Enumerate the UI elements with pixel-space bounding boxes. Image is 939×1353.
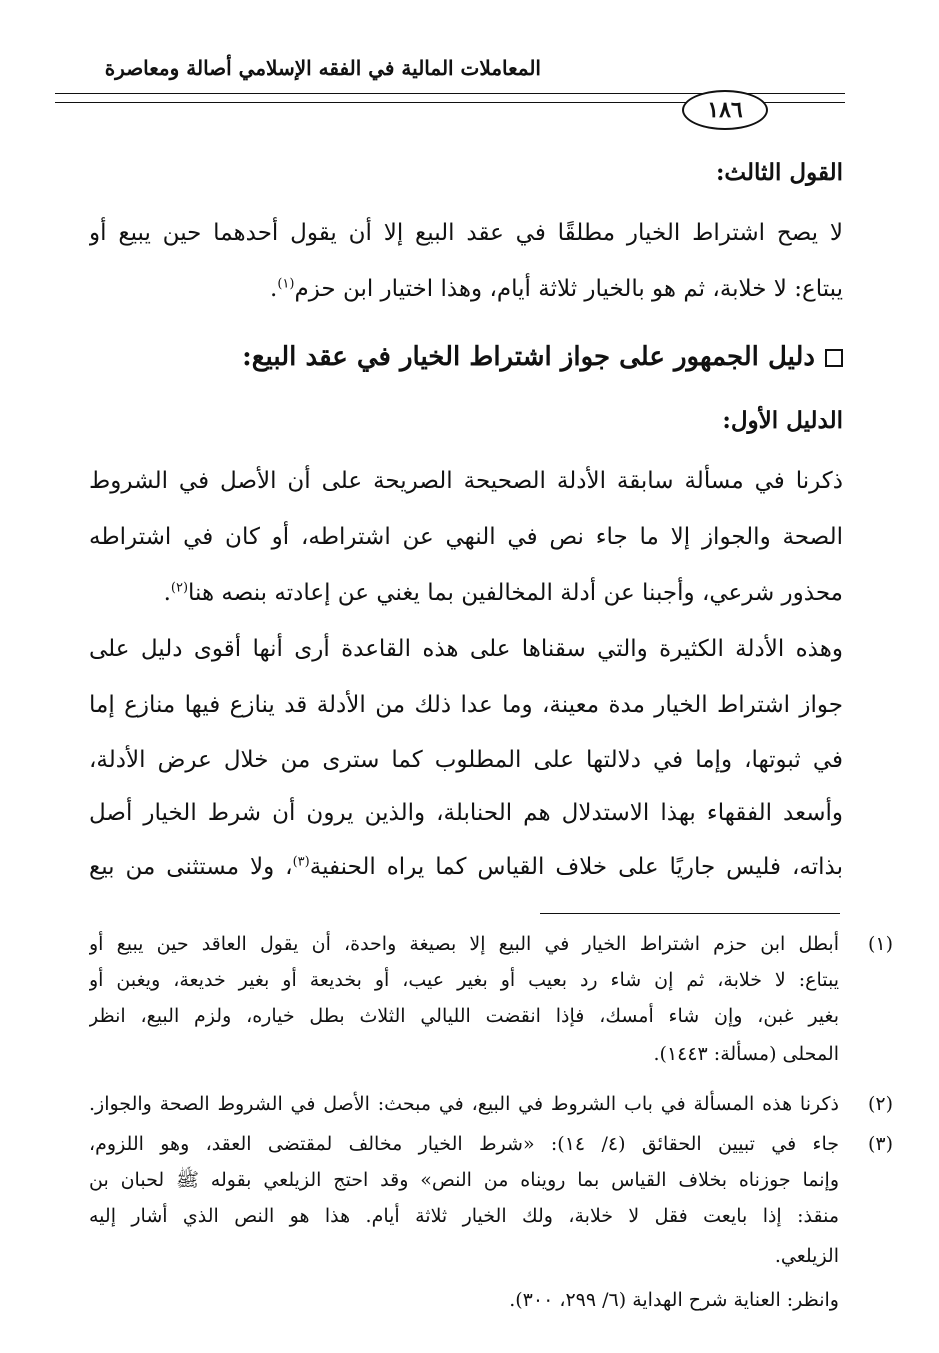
third-view-line-2: يبتاع: لا خلابة، ثم هو بالخيار ثلاثة أيام، وهذا اختيار ابن حزم$^{(١)}$. <box>270 276 843 302</box>
footnote-ref-2: (٢) <box>170 580 189 596</box>
first-proof-heading: الدليل الأول: <box>722 407 843 434</box>
footnote-1-line-2: يبتاع: لا خلابة، ثم إن شاء رد بعيب أو بغير عيب، أو بخديعة أو بغير خديعة، ويغبن أو <box>89 969 839 991</box>
footnote-3-line-4: الزيلعي. <box>774 1245 839 1267</box>
para2-line-5 <box>89 850 843 884</box>
footnote-1-line-4: المحلى (مسألة: ١٤٤٣). <box>653 1043 839 1065</box>
footnote-3-line-3: منقذ: إذا بايعت فقل لا خلابة، ولك الخيار ثلاثة أيام. هذا هو النص الذي أشار إليه <box>89 1205 839 1227</box>
footnote-ref-1: (١) <box>277 276 295 292</box>
footnote-3-line-1: جاء في تبيين الحقائق (٤/ ١٤): «شرط الخيار مخالف لمقتضى العقد، وهو اللزوم، <box>89 1133 839 1155</box>
para2-line-1: وهذه الأدلة الكثيرة والتي سقناها على هذه القاعدة أرى أنها أقوى دليل على <box>89 636 843 662</box>
para2-line-5-before: بذاته، فليس جاريًا على خلاف القياس كما يراه الحنفية <box>309 854 843 880</box>
third-view-line-2-text: يبتاع: لا خلابة، ثم هو بالخيار ثلاثة أيام، وهذا اختيار ابن حزم <box>294 276 843 302</box>
para1-line-3-text: محذور شرعي، وأجبنا عن أدلة المخالفين بما يغني عن إعادته بنصه هنا <box>188 580 843 606</box>
para1-line-2: الصحة والجواز إلا ما جاء نص في النهي عن اشتراطه، أو كان في اشتراطه <box>89 524 843 550</box>
footnote-3-line-5: وانظر: العناية شرح الهداية (٦/ ٢٩٩، ٣٠٠). <box>509 1289 839 1311</box>
para2-line-5-after: ، ولا مستثنى من بيع <box>89 854 293 880</box>
footnote-1-line-1: أبطل ابن حزم اشتراط الخيار في البيع إلا بصيغة واحدة، أن يقول العاقد حين يبيع أو <box>89 933 839 955</box>
footnote-2-line-1: ذكرنا هذه المسألة في باب الشروط في البيع، في مبحث: الأصل في الشروط الصحة والجواز. <box>89 1093 839 1115</box>
footnote-3-number: (٣) <box>867 1133 893 1155</box>
section-heading-text: دليل الجمهور على جواز اشتراط الخيار في عقد البيع: <box>242 342 815 372</box>
footnote-3-line-2: وإنما جوزناه بخلاف القياس بما رويناه من النص» وقد احتج الزيلعي بقوله ﷺ لحبان بن <box>89 1169 839 1191</box>
para2-line-3: في ثبوتها، وإما في دلالتها على المطلوب كما سترى من خلال عرض الأدلة، <box>89 747 843 773</box>
square-bullet-icon <box>825 349 843 367</box>
third-view-line-1: لا يصح اشتراط الخيار مطلقًا في عقد البيع إلا أن يقول أحدهما حين يبيع أو <box>89 220 843 246</box>
footnote-1-line-3: بغير غبن، وإن شاء أمسك، فإذا انقضت الليالي الثلاث بطل خياره، ولزم البيع، انظر <box>89 1005 839 1027</box>
running-title: المعاملات المالية في الفقه الإسلامي أصالة ومعاصرة <box>104 56 541 80</box>
footnote-ref-3: (٣) <box>292 854 310 870</box>
footnote-separator <box>540 913 840 914</box>
para2-line-2: جواز اشتراط الخيار مدة معينة، وما عدا ذلك من الأدلة قد ينازع فيها منازع إما <box>89 692 843 718</box>
section-heading <box>89 340 843 374</box>
footnote-2-number: (٢) <box>867 1093 893 1115</box>
para1-line-1: ذكرنا في مسألة سابقة الأدلة الصحيحة الصريحة على أن الأصل في الشروط <box>89 468 843 494</box>
third-view-heading: القول الثالث: <box>715 159 843 186</box>
page-number: ١٨٦ <box>682 90 768 130</box>
para2-line-4: وأسعد الفقهاء بهذا الاستدلال هم الحنابلة، والذين يرون أن شرط الخيار أصل <box>89 800 843 826</box>
para1-line-3: محذور شرعي، وأجبنا عن أدلة المخالفين بما يغني عن إعادته بنصه هنا$^{(٢)}$. <box>163 580 843 606</box>
footnote-1-number: (١) <box>867 933 893 955</box>
